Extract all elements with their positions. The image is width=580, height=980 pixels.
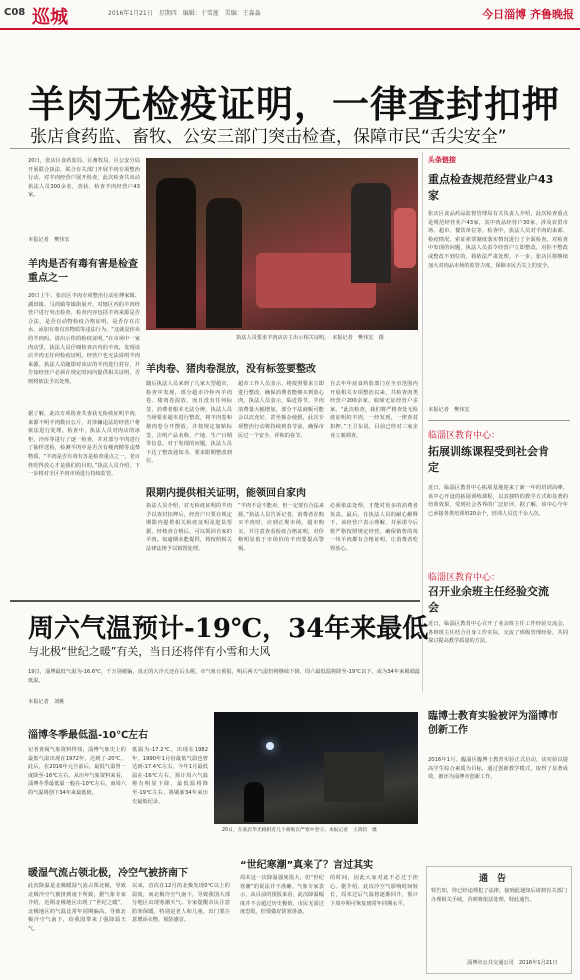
article-text: 此次降温是北极暖湿气流占领北极，导致北极冷空气被挤到南下所致。据气象专家介绍，近期北极地区出现了“世纪之暖”，北极地区的气温比常年同期偏高，导致北极冷空气南下，给我国带来了强降温天气。 — [28, 883, 126, 932]
sidebar-title: 拓展训练课程受到社会肯定 — [428, 445, 549, 474]
article-text: 周末这一次降温强度很大，但“世纪寒潮”的说法并不准确。气象专家表示，从目前的预报来看，此次降温幅度并不会超过历史极值，市民无需过度恐慌，但要做好防寒准备。 — [240, 875, 324, 916]
article-text: 自去年年底食药监部门在全市范围内开展相关专项整治以来，共检查肉类经营户200余家，取缔无证经营户多家。“此次检查，我们将严格查处无检疫证明的羊肉，一经发现，一律查封扣押。”王卫东说，目前已经对三家企业立案调查。 — [330, 381, 418, 439]
page-header — [0, 0, 580, 30]
weather-photo — [214, 712, 418, 824]
divider — [428, 420, 570, 421]
subheading: 羊肉是否有毒有害是检查重点之一 — [28, 259, 138, 284]
notice-title: 通 告 — [479, 874, 507, 884]
sidebar-text: 近日，临淄区教育中心召开了业余班主任工作经验交流会，各班班主任结合自身工作实际，交流了班级管理经验，共同探讨提高教学质量的方法。 — [428, 621, 568, 645]
sidebar-title: 臨博士教育实验被评为淄博市创新工作 — [428, 711, 558, 736]
article-text: 以来，首次在12月的北极发现0℃以上的温度，而北极冷空气南下，导致我国大部分地区出现寒潮天气。专家提醒市民注意防寒保暖，特别是老人和儿童，出门要注意增添衣物，预防感冒。 — [132, 883, 230, 924]
photo-caption: 执法人员要求羊肉店店主出示相关证明。 本报记者 樊伟宏 摄 — [236, 335, 384, 341]
subheading: “世纪寒潮”真来了？言过其实 — [240, 860, 374, 871]
notice-sign: 淄博市公共交通公司 2016年1月21日 — [467, 960, 558, 966]
sidebar-title: 重点检查规范经营业户43家 — [428, 173, 554, 202]
article-text: 执法人员介绍，对无检疫证明的羊肉予以查封扣押后，经营户只要在规定期限内提供相关检疫证明及进货票据，经核查合格后，可以领回自家的羊肉。如逾期未能提供，将按照相关法律法规予以销毁处理。 — [146, 503, 232, 552]
article-text: 随后执法人员来到了几家大型超市，检查中发现，部分超市冷柜内羊肉卷、猪肉卷混放，而且没有任何标签，消费者根本无法分辨。执法人员当场要求超市进行整改，将羊肉卷和猪肉卷分开摆放，并按规定加贴标签，注明产品名称、产地、生产日期等信息。对于发现的问题，执法人员下达了整改通知书，要求限期整改到位。 — [146, 381, 232, 465]
article-text: 低温为-17.2℃，出现在1982年，1990年1月份最低气温也曾达到-17.4℃左右。今年1月最低温在-16℃左右。预计周六气温将有明显下降，最低温将降至-19℃左右，将刷新34年来历史最低纪录。 — [132, 747, 208, 805]
article-text: 必须依法处理，才能对更多的消费者负责。最后，在执法人员的耐心解释下，该经营户表示理解，并承诺今后将严格按照规定经营，确保销售的每一块羊肉都有合格证明，让消费者吃得放心。 — [330, 503, 418, 552]
hanging-meat — [394, 208, 416, 268]
header-divider — [0, 28, 580, 30]
article-text: 记者查阅气象资料得知，淄博气象史上的最低气温出现在1972年，达到了-20℃。此后，在2016年元旦前后，最低气温曾一度降至-16℃左右。从历年气象资料来看，淄博冬季最低温一般在-10℃左右，而周六的气温将创下34年来最低值。 — [28, 747, 126, 796]
article-text: 20日上午，张店区羊肉专项整治行动在傅家镇、湖田镇、马尚镇等镇街展开，对辖区内的羊肉经营户进行突击检查，检查内容包括羊肉来源是否合法，是否有动物检疫合格证明，是否存在注水、添加有毒有害物质等违法行为。“这就是你卖的羊肉吗，请出示你的检疫证明。”在市场中一家肉店里，执法人员仔细检查店内的羊肉，发现该店羊肉无任何检疫证明，经营户也无法说明羊肉来源。执法人员随即对该店的羊肉进行封存，并告知经营户必须在规定时间内提供相关证明，否则将依法予以处理。 — [28, 293, 140, 385]
sidebar-label: 临淄区教育中心： — [428, 573, 501, 583]
sidebar-text: 张店区食品药品监督管理局有关负责人介绍，此次检查重点是规范经营业户43家，其中肉品经营户30家，涉及农贸市场、超市、餐饮单位等。检查中，执法人员对羊肉的来源、检疫情况、索证索票制度落实情况进行了全面检查。对检查中发现的问题，执法人员责令经营户立即整改，对拒不整改或整改不到位的，将依法严肃处理。下一步，张店区将继续加大对肉品市场的监管力度，保障市民舌尖上的安全。 — [428, 211, 568, 269]
notice-box — [426, 866, 572, 974]
person-silhouette — [351, 183, 391, 283]
divider — [10, 148, 570, 149]
article-text: 据了解，此次专项检查共查获无检疫证明羊肉、来源不明羊肉数百公斤，对涉嫌违法的经营户将依法进行处理。检查中，执法人员对肉店的冰柜、冷库等进行了逐一检查，并对部分羊肉进行了抽样送检，检测羊肉中是否含有瘦肉精等违禁物质。“羊肉是否有毒有害是检查重点之一，老百姓吃得放心才是我们的目的。”执法人员介绍，下一步将对全区羊肉市场进行持续监管。 — [28, 411, 140, 478]
weather-intro: 19日，淄博最低气温为-16.6℃，千万别被骗，真正的大冷天还在后头呢。市气象台预报，明后两天气温仍将继续下降，周六最低温将降至-19℃以下，或为34年来极端最低温。 — [28, 669, 420, 684]
subheading: 淄博冬季最低温-10℃左右 — [28, 730, 149, 741]
news-photo — [146, 158, 418, 330]
sidebar-title: 召开业余班主任经验交流会 — [428, 585, 549, 614]
main-headline: 羊肉无检疫证明，一律查封扣押 — [28, 82, 560, 126]
sidebar-text: 2016年1月，臨淄区臨博士教育实验正式启动，该实验以提高学生综合素质为目标，通过创新教学模式，取得了显著成效，被评为淄博市创新工作。 — [428, 757, 568, 781]
section-title: 巡城 — [32, 7, 68, 28]
reporter-byline: 本报记者 樊伟宏 — [28, 237, 70, 243]
sidebar-tag: 头条链接 — [428, 156, 456, 164]
main-subheadline: 张店食药监、畜牧、公安三部门突击检查，保障市民“舌尖安全” — [30, 127, 507, 147]
lede-paragraph: 20日，张店区食药监局、区畜牧局、区公安分局开展联合执法，联合有关部门开展羊肉专项整治行动，对羊肉经营户展开检查。此次检查共出动执法人员300余名，查获、检查羊肉经营户43家。 — [28, 158, 140, 199]
person-silhouette — [244, 782, 264, 822]
article-text: 的时间，因此大家对此不必过于担心。据介绍，此次冷空气影响时间较长，周末过后气温将逐渐回升，预计下周中期可恢复到常年同期水平。 — [330, 875, 418, 907]
photo-caption: 20日，在张店华光路附近几个商贩在严寒中坚守。本报记者 王鸿钧 摄 — [222, 828, 377, 833]
reporter-byline: 本报记者 樊伟宏 — [428, 407, 470, 413]
newspaper-logo: 今日淄博 齐鲁晚报 — [482, 8, 574, 21]
street-light — [266, 742, 274, 750]
weather-headline: 周六气温预计-19℃，34年来最低 — [28, 614, 429, 644]
subheading: 暖湿气流占领北极，冷空气被挤南下 — [28, 868, 188, 879]
page-number: C08 — [4, 7, 26, 18]
subheading: 限期内提供相关证明，能领回自家肉 — [146, 488, 306, 499]
weather-subheadline: 与北极“世纪之暖”有关，当日还将伴有小雪和大风 — [28, 645, 271, 658]
subheading: 羊肉卷、猪肉卷混放，没有标签要整改 — [146, 364, 316, 375]
sidebar-text: 近日，临淄区教育中心拓展基地迎来了新一年的培训高峰。该中心开设的拓展训练课程，以其独特的教学方式和显著的培训效果，受到社会各界的广泛好评。据了解，该中心今年已承接各类培训班20余个，培训人员达千余人次。 — [428, 485, 568, 517]
issue-meta: 2016年1月21日 星期四 编辑：于雪莲 美编：王淼淼 — [108, 10, 261, 17]
article-text: “羊肉不是不能卖，但一定要有合法来源。”执法人员告诉记者，消费者在购买羊肉时，应到正规市场、超市购买，并注意查看检疫合格证明，对价格明显低于市场价的羊肉要提高警惕。 — [238, 503, 324, 552]
reporter-byline: 本报记者 刘桃 — [28, 699, 65, 705]
section-divider — [10, 600, 420, 602]
sidebar-label: 临淄区教育中心： — [428, 431, 501, 441]
article-text: 超市工作人员表示，将按照要求立即进行整改，确保消费者能够买到放心肉。执法人员表示，临近春节，羊肉消费量大幅增加，部分不法商贩可能会以次充好，甚至掺杂使假，此次专项整治行动将持续到春节前，确保市民过一个安全、祥和的春节。 — [238, 381, 324, 439]
person-silhouette — [156, 178, 196, 328]
notice-text: 特告知，你已经违规犯了法律，接到此通知后请到有关部门办理相关手续，否则将依法处理。特此通告。 — [431, 888, 567, 903]
stall — [324, 752, 384, 802]
person-silhouette — [206, 198, 242, 328]
